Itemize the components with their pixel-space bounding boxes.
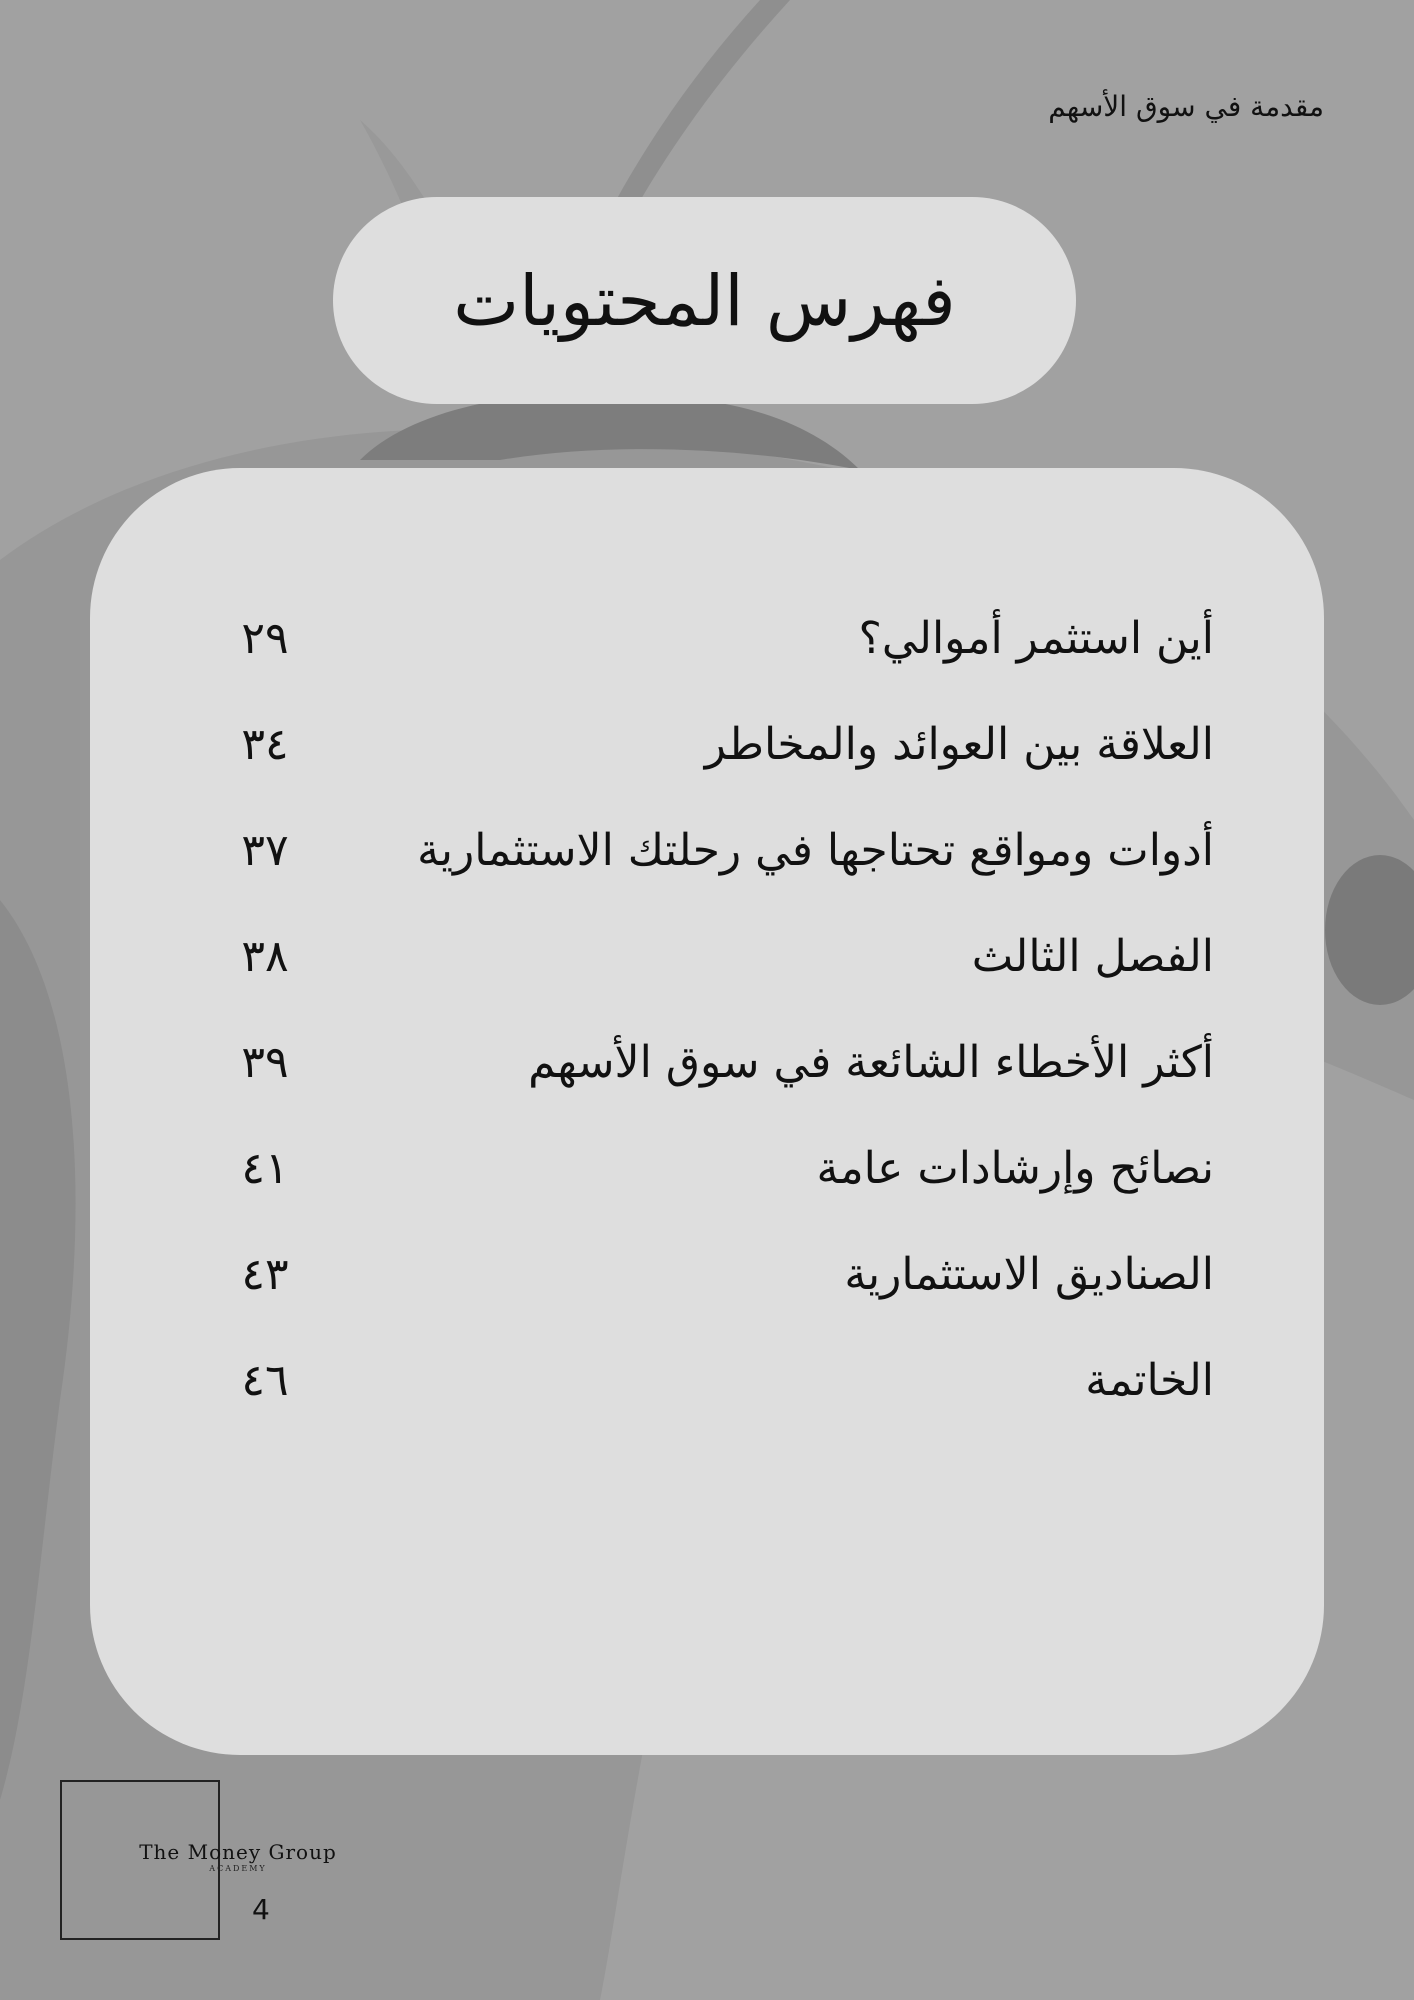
toc-entry-title: العلاقة بين العوائد والمخاطر [704, 719, 1214, 770]
toc-entry-page: ٣٨ [241, 931, 289, 982]
logo-wordmark: The Money Group [139, 1840, 337, 1864]
toc-entry-page: ٤١ [241, 1143, 289, 1194]
toc-entry-title: نصائح وإرشادات عامة [816, 1143, 1214, 1194]
toc-entry-page: ٣٩ [241, 1037, 289, 1088]
toc-entry[interactable] [90, 1116, 1324, 1222]
toc-entry-title: أين استثمر أموالي؟ [858, 613, 1214, 664]
logo-subtitle: ACADEMY [209, 1864, 267, 1873]
page-title: فهرس المحتويات [453, 259, 956, 342]
page-number: 4 [252, 1893, 270, 1926]
toc-panel [90, 468, 1324, 1755]
toc-entry-title: الصناديق الاستثمارية [844, 1249, 1214, 1300]
toc-entry-title: الفصل الثالث [971, 931, 1214, 982]
toc-entry[interactable] [90, 1010, 1324, 1116]
toc-entry-page: ٤٦ [241, 1355, 289, 1406]
toc-entry-page: ٢٩ [241, 613, 289, 664]
running-header: مقدمة في سوق الأسهم [1048, 90, 1324, 123]
toc-entry-page: ٣٤ [241, 719, 289, 770]
toc-entry-title: أكثر الأخطاء الشائعة في سوق الأسهم [528, 1037, 1214, 1088]
toc-entry[interactable] [90, 1222, 1324, 1328]
toc-entry[interactable] [90, 798, 1324, 904]
toc-entry-title: الخاتمة [1085, 1355, 1214, 1406]
toc-entry[interactable] [90, 1328, 1324, 1434]
title-pill [333, 197, 1076, 404]
logo [126, 1840, 350, 1873]
toc-entry-title: أدوات ومواقع تحتاجها في رحلتك الاستثمارية [417, 825, 1214, 876]
toc-entry[interactable] [90, 904, 1324, 1010]
toc-entry[interactable] [90, 692, 1324, 798]
toc-entry[interactable] [90, 586, 1324, 692]
toc-entry-page: ٤٣ [241, 1249, 289, 1300]
toc-entry-page: ٣٧ [241, 825, 289, 876]
